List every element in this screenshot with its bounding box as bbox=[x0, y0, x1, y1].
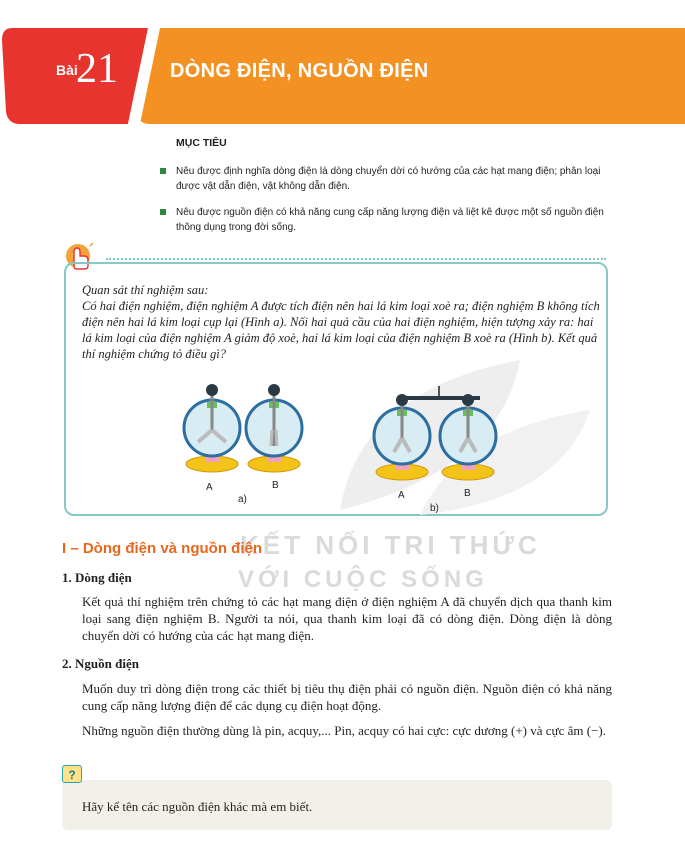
bullet-icon bbox=[160, 209, 166, 215]
activity-divider bbox=[106, 258, 606, 260]
question-text: Hãy kể tên các nguồn điện khác mà em biết. bbox=[82, 799, 313, 814]
figure-b-label-a: A bbox=[398, 490, 405, 501]
figure-b-caption: b) bbox=[430, 503, 439, 514]
watermark-line2: VỚI CUỘC SỐNG bbox=[238, 566, 488, 593]
electroscope-a bbox=[374, 394, 430, 480]
activity-intro: Quan sát thí nghiệm sau: bbox=[82, 283, 209, 297]
lesson-label: Bài bbox=[56, 62, 78, 78]
figure-b-electroscopes bbox=[368, 386, 508, 490]
lesson-number: 21 bbox=[76, 46, 118, 92]
paragraph-source-2: Những nguồn điện thường dùng là pin, acquy,... Pin, acquy có hai cực: cực dương (+) và cực âm (−). bbox=[82, 723, 606, 738]
watermark-line1: KẾT NỐI TRI THỨC bbox=[240, 530, 541, 560]
figure-a-label-b: B bbox=[272, 480, 279, 491]
objectives-heading: MỤC TIÊU bbox=[176, 137, 227, 149]
electroscope-a bbox=[184, 384, 240, 472]
subsection-title-current: 1. Dòng điện bbox=[62, 570, 132, 585]
electroscope-b bbox=[440, 394, 496, 480]
section-heading: I – Dòng điện và nguồn điện bbox=[62, 540, 263, 557]
bullet-icon bbox=[160, 168, 166, 174]
lesson-title: DÒNG ĐIỆN, NGUỒN ĐIỆN bbox=[170, 60, 429, 82]
activity-body: Có hai điện nghiệm, điện nghiệm A được tích điện nên hai lá kim loại xoè ra; điện nghiệm B không tích điện nên hai lá kim loại cụp lại (Hình a). Nối hai quả cầu của hai điện nghiệm, hiện tượng xảy ra: hai lá kim loại của điện nghiệm A giảm độ xoè, hai lá kim loại của điện nghiệm B xoè ra (Hình b). Kết quả thí nghiệm chứng tỏ điều gì? bbox=[82, 299, 600, 361]
figure-a-caption: a) bbox=[238, 494, 247, 505]
objective-text: Nêu được nguồn điện có khả năng cung cấp năng lượng điện và liệt kê được một số nguồn điện thông dụng trong đời sống. bbox=[176, 207, 604, 233]
objective-text: Nêu được định nghĩa dòng điện là dòng chuyển dời có hướng của các hạt mang điện; phân loại được vật dẫn điện, vật không dẫn điện. bbox=[176, 166, 601, 192]
figure-b-label-b: B bbox=[464, 488, 471, 499]
paragraph-current: Kết quả thí nghiệm trên chứng tỏ các hạt mang điện ở điện nghiệm A đã chuyển dịch qua thanh kim loại sang điện nghiệm B. Người ta nói, qua thanh kim loại đã có dòng điện. Dòng điện là dòng chuyển dời có hướng của các hạt mang điện. bbox=[82, 594, 612, 643]
subsection-title-source: 2. Nguồn điện bbox=[62, 656, 139, 671]
paragraph-source-1: Muốn duy trì dòng điện trong các thiết bị tiêu thụ điện phải có nguồn điện. Nguồn điện có khả năng cung cấp năng lượng điện để các dụng cụ điện hoạt động. bbox=[82, 681, 612, 713]
objective-item bbox=[160, 205, 620, 235]
objective-item bbox=[160, 164, 620, 194]
figure-a-label-a: A bbox=[206, 482, 213, 493]
question-icon: ? bbox=[62, 765, 82, 783]
figure-a-electroscopes bbox=[170, 380, 310, 490]
electroscope-b bbox=[246, 384, 302, 472]
